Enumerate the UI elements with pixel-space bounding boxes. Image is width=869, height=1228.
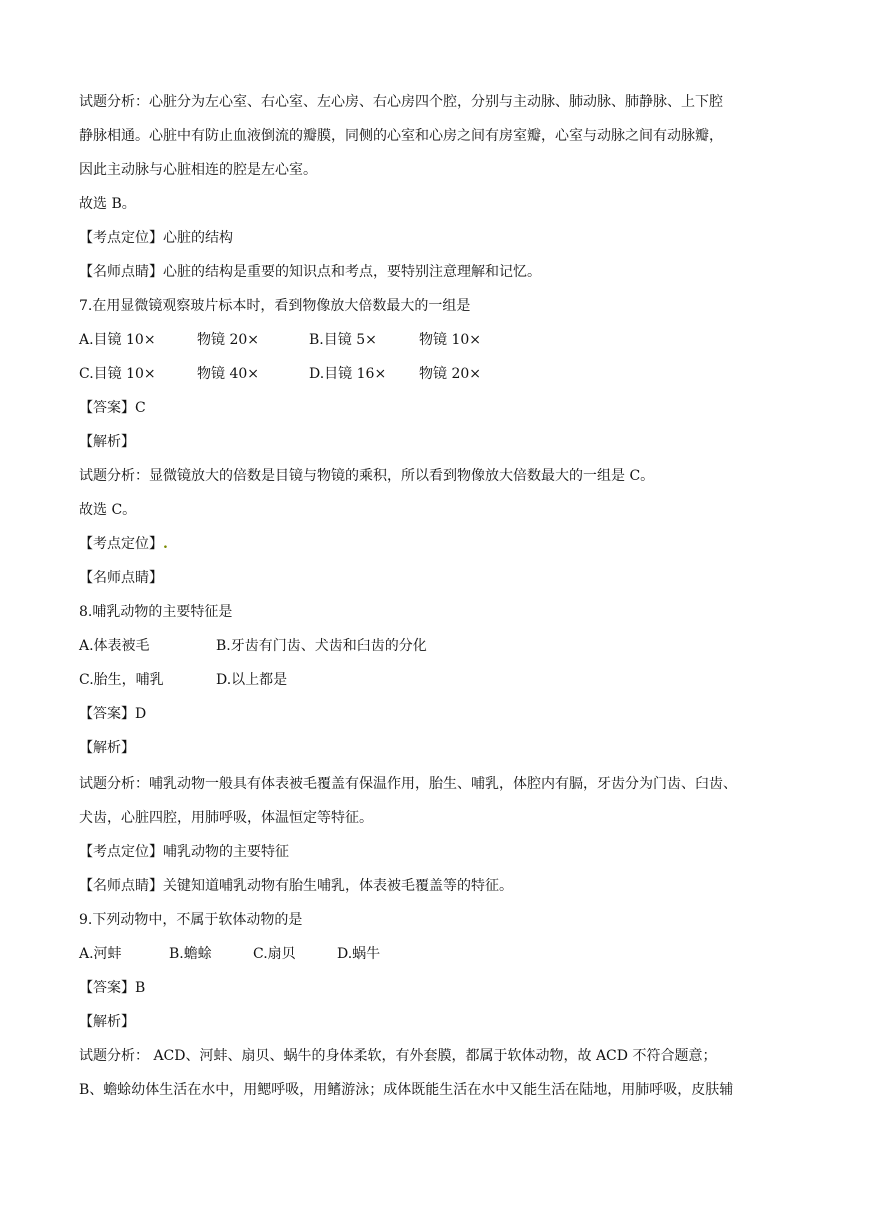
q7-option-d-objective: 物镜 20× <box>419 366 481 382</box>
q8-analysis-line-2: 犬齿，心脏四腔，用肺呼吸，体温恒定等特征。 <box>79 810 373 826</box>
q7-analysis: 试题分析：显微镜放大的倍数是目镜与物镜的乘积，所以看到物像放大倍数最大的一组是 C。 <box>79 468 655 484</box>
q8-option-b: B.牙齿有门齿、犬齿和臼齿的分化 <box>216 638 427 654</box>
q8-analysis-heading: 【解析】 <box>79 740 135 756</box>
q8-option-d: D.以上都是 <box>216 672 288 688</box>
q6-analysis-line-2: 静脉相通。心脏中有防止血液倒流的瓣膜，同侧的心室和心房之间有房室瓣，心室与动脉之间有动脉瓣， <box>79 128 723 144</box>
q8-test-point: 【考点定位】哺乳动物的主要特征 <box>79 844 289 860</box>
q7-test-point-mark: . <box>163 536 168 552</box>
q9-option-d: D.蜗牛 <box>337 946 381 962</box>
q7-stem: 7.在用显微镜观察玻片标本时，看到物像放大倍数最大的一组是 <box>79 298 471 314</box>
q7-options-row-2 <box>79 364 481 384</box>
q8-analysis-line-1: 试题分析：哺乳动物一般具有体表被毛覆盖有保温作用，胎生、哺乳，体腔内有膈，牙齿分为门齿、臼齿、 <box>79 776 737 792</box>
q7-test-point <box>79 534 168 554</box>
q9-option-b: B.蟾蜍 <box>169 946 212 962</box>
q7-option-b-objective: 物镜 10× <box>419 332 481 348</box>
q7-option-c-objective: 物镜 40× <box>197 366 259 382</box>
q7-option-d-eyepiece: D.目镜 16× <box>309 366 387 382</box>
q9-option-a: A.河蚌 <box>79 946 122 962</box>
q7-option-a-objective: 物镜 20× <box>197 332 259 348</box>
q7-choice: 故选 C。 <box>79 502 137 518</box>
q7-answer: 【答案】C <box>79 400 146 416</box>
q9-analysis-line-2: B、蟾蜍幼体生活在水中，用鳃呼吸，用鳍游泳；成体既能生活在水中又能生活在陆地，用肺呼吸，皮肤辅 <box>79 1082 734 1098</box>
q8-stem: 8.哺乳动物的主要特征是 <box>79 604 233 620</box>
q9-analysis-line-1: 试题分析： ACD、河蚌、扇贝、蜗牛的身体柔软，有外套膜，都属于软体动物，故 ACD 不符合题意； <box>79 1048 717 1064</box>
q6-analysis-line-1: 试题分析：心脏分为左心室、右心室、左心房、右心房四个腔，分别与主动脉、肺动脉、肺静脉、上下腔 <box>79 94 723 110</box>
q8-option-c: C.胎生，哺乳 <box>79 672 164 688</box>
q9-answer: 【答案】B <box>79 980 146 996</box>
q8-answer: 【答案】D <box>79 706 147 722</box>
q6-teacher-tip: 【名师点睛】心脏的结构是重要的知识点和考点，要特别注意理解和记忆。 <box>79 264 541 280</box>
q7-analysis-heading: 【解析】 <box>79 434 135 450</box>
q8-teacher-tip: 【名师点睛】关键知道哺乳动物有胎生哺乳，体表被毛覆盖等的特征。 <box>79 878 513 894</box>
q8-options-row-2 <box>79 670 287 690</box>
q7-teacher-tip: 【名师点睛】 <box>79 570 163 586</box>
q8-options-row-1 <box>79 636 427 656</box>
q6-test-point: 【考点定位】心脏的结构 <box>79 230 233 246</box>
q9-options-row <box>79 944 380 964</box>
q7-option-a-eyepiece: A.目镜 10× <box>79 332 156 348</box>
q8-option-a: A.体表被毛 <box>79 638 150 654</box>
q6-analysis-line-3: 因此主动脉与心脏相连的腔是左心室。 <box>79 162 317 178</box>
q7-option-b-eyepiece: B.目镜 5× <box>309 332 377 348</box>
q7-options-row-1 <box>79 330 481 350</box>
q9-option-c: C.扇贝 <box>253 946 296 962</box>
q7-test-point-label: 【考点定位】 <box>79 536 163 552</box>
q6-choice: 故选 B。 <box>79 196 136 212</box>
q9-stem: 9.下列动物中，不属于软体动物的是 <box>79 912 303 928</box>
q7-option-c-eyepiece: C.目镜 10× <box>79 366 156 382</box>
q9-analysis-heading: 【解析】 <box>79 1014 135 1030</box>
